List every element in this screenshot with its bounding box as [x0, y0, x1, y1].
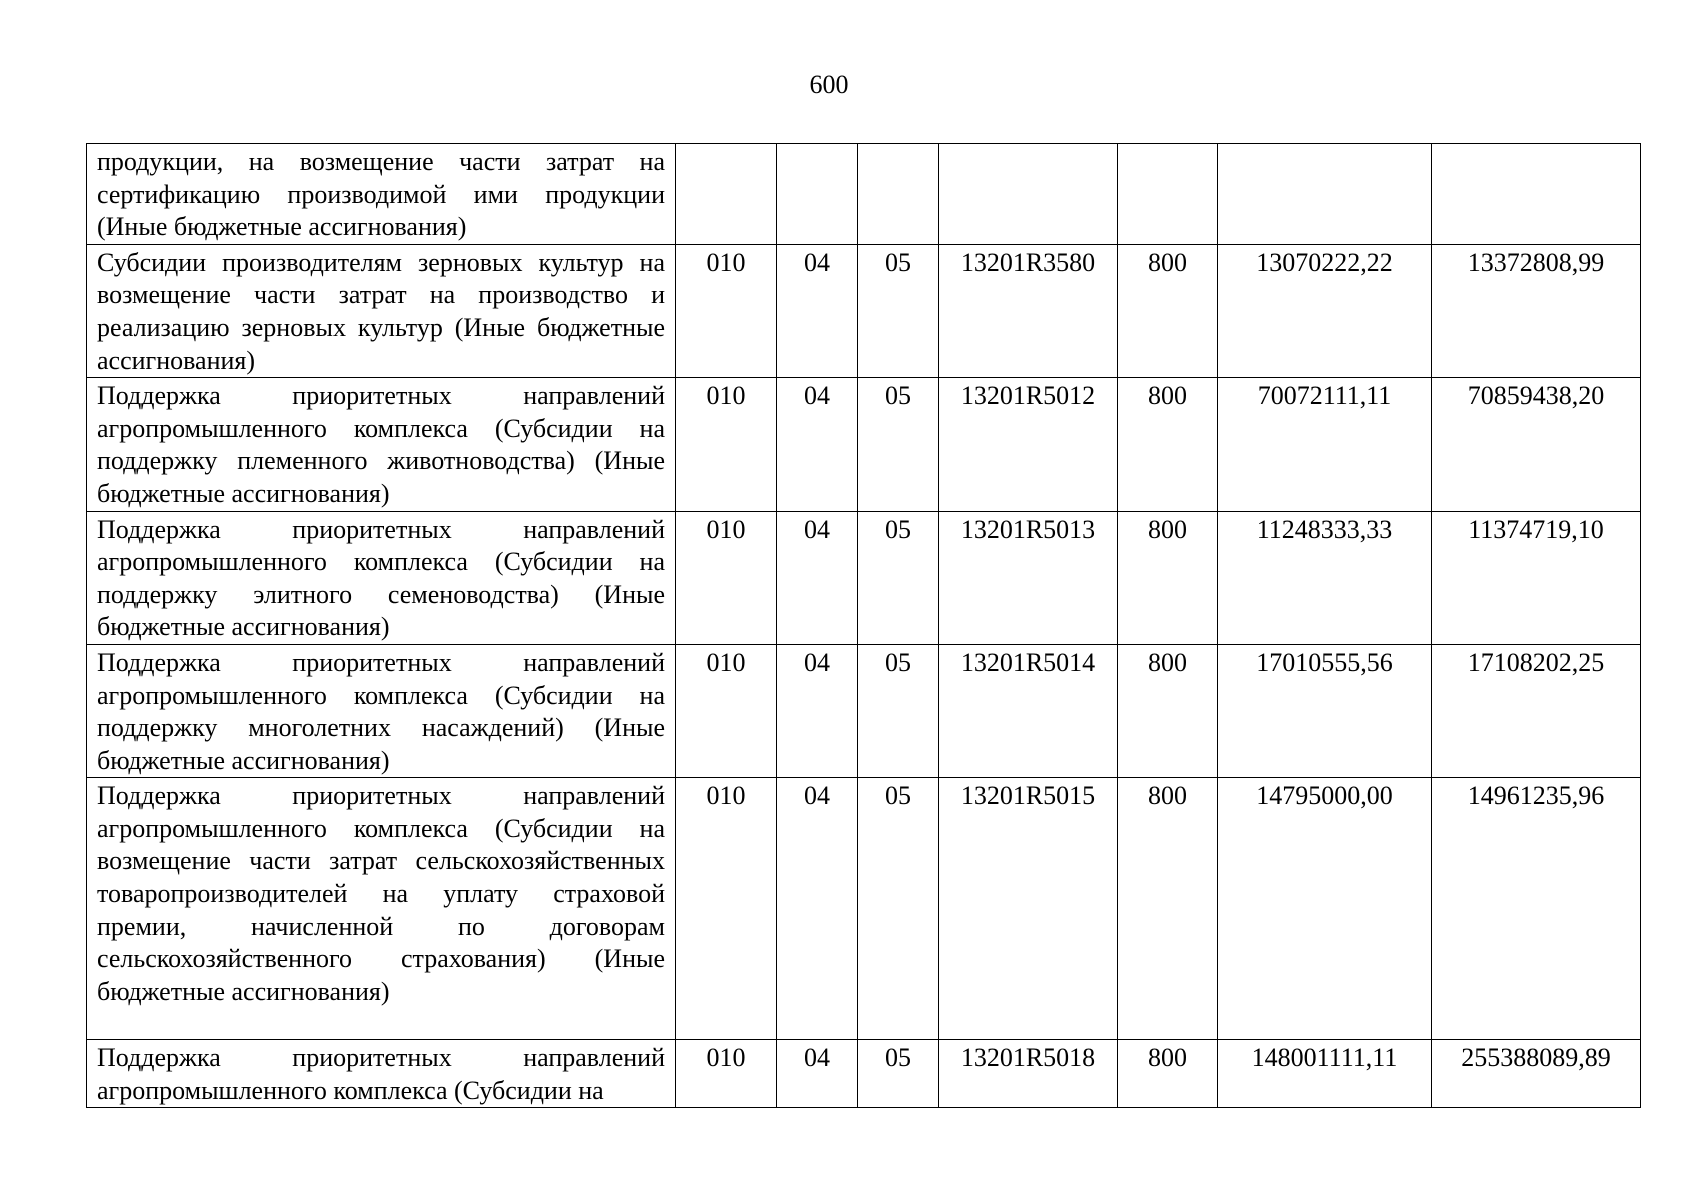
expense-type-code: 800 — [1118, 778, 1218, 1040]
target-article-code: 13201R5012 — [939, 378, 1118, 511]
target-article-code: 13201R5015 — [939, 778, 1118, 1040]
amount-year-1: 14795000,00 — [1218, 778, 1432, 1040]
amount-year-2: 11374719,10 — [1432, 511, 1641, 644]
amount-year-1: 148001111,11 — [1218, 1040, 1432, 1108]
table-row — [87, 644, 1641, 777]
table-row — [87, 778, 1641, 1040]
chapter-code — [676, 144, 777, 245]
subsection-code — [858, 144, 939, 245]
amount-year-1: 11248333,33 — [1218, 511, 1432, 644]
section-code: 04 — [777, 511, 858, 644]
subsection-code: 05 — [858, 244, 939, 377]
target-article-code — [939, 144, 1118, 245]
expense-type-code: 800 — [1118, 1040, 1218, 1108]
expense-type-code: 800 — [1118, 378, 1218, 511]
table-row — [87, 144, 1641, 245]
amount-year-2: 70859438,20 — [1432, 378, 1641, 511]
expense-type-code: 800 — [1118, 244, 1218, 377]
table-row — [87, 1040, 1641, 1108]
target-article-code: 13201R3580 — [939, 244, 1118, 377]
amount-year-2: 14961235,96 — [1432, 778, 1641, 1040]
section-code: 04 — [777, 1040, 858, 1108]
subsection-code: 05 — [858, 644, 939, 777]
subsection-code: 05 — [858, 511, 939, 644]
section-code — [777, 144, 858, 245]
budget-table — [86, 143, 1641, 1108]
subsection-code: 05 — [858, 1040, 939, 1108]
amount-year-1 — [1218, 144, 1432, 245]
target-article-code: 13201R5014 — [939, 644, 1118, 777]
chapter-code: 010 — [676, 778, 777, 1040]
row-description: Поддержка приоритетных направлений агропромышленного комплекса (Субсидии на поддержку элитного семеноводства) (Иные бюджетные ассигнования) — [87, 511, 676, 644]
amount-year-1: 13070222,22 — [1218, 244, 1432, 377]
row-description: Поддержка приоритетных направлений агропромышленного комплекса (Субсидии на поддержку многолетних насаждений) (Иные бюджетные ассигнования) — [87, 644, 676, 777]
table-row — [87, 244, 1641, 377]
amount-year-1: 70072111,11 — [1218, 378, 1432, 511]
row-description: Субсидии производителям зерновых культур на возмещение части затрат на производство и реализацию зерновых культур (Иные бюджетные ассигнования) — [87, 244, 676, 377]
target-article-code: 13201R5013 — [939, 511, 1118, 644]
chapter-code: 010 — [676, 244, 777, 377]
table-row — [87, 511, 1641, 644]
section-code: 04 — [777, 244, 858, 377]
subsection-code: 05 — [858, 378, 939, 511]
subsection-code: 05 — [858, 778, 939, 1040]
amount-year-2 — [1432, 144, 1641, 245]
amount-year-2: 13372808,99 — [1432, 244, 1641, 377]
chapter-code: 010 — [676, 511, 777, 644]
expense-type-code — [1118, 144, 1218, 245]
section-code: 04 — [777, 778, 858, 1040]
chapter-code: 010 — [676, 378, 777, 511]
chapter-code: 010 — [676, 644, 777, 777]
table-row — [87, 378, 1641, 511]
section-code: 04 — [777, 644, 858, 777]
target-article-code: 13201R5018 — [939, 1040, 1118, 1108]
expense-type-code: 800 — [1118, 511, 1218, 644]
row-description: Поддержка приоритетных направлений агропромышленного комплекса (Субсидии на поддержку племенного животноводства) (Иные бюджетные ассигнования) — [87, 378, 676, 511]
chapter-code: 010 — [676, 1040, 777, 1108]
expense-type-code: 800 — [1118, 644, 1218, 777]
amount-year-1: 17010555,56 — [1218, 644, 1432, 777]
row-description: Поддержка приоритетных направлений агропромышленного комплекса (Субсидии на возмещение части затрат сельскохозяйственных товаропроизводителей на уплату страховой премии, начисленной по договорам сельскохозяйственного страхования) (Иные бюджетные ассигнования) — [87, 778, 676, 1040]
page-number: 600 — [809, 70, 849, 99]
row-description: Поддержка приоритетных направлений агропромышленного комплекса (Субсидии на — [87, 1040, 676, 1108]
row-description: продукции, на возмещение части затрат на сертификацию производимой ими продукции (Иные бюджетные ассигнования) — [87, 144, 676, 245]
amount-year-2: 17108202,25 — [1432, 644, 1641, 777]
amount-year-2: 255388089,89 — [1432, 1040, 1641, 1108]
section-code: 04 — [777, 378, 858, 511]
